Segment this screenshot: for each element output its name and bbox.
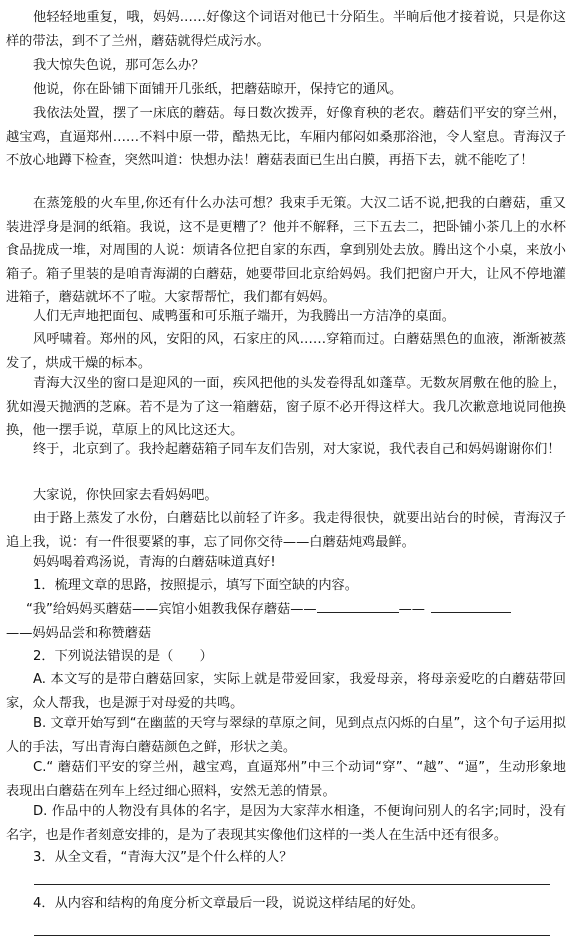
passage-paragraph-4: 我依法处置，摆了一床底的蘑菇。每日数次拨弄，好像育秧的老农。蘑菇们平安的穿兰州，越宝鸡，直逼郑州……不料中原一带，酷热无比，车厢内郁闷如桑那浴池，令人窒息。青海汉子不放心地蹲下检查，突然叫道：快想办法！蘑菇表面已生出白膜，再捂下去，就不能吃了！: [6, 106, 566, 169]
question-3-answer-line[interactable]: [34, 884, 550, 885]
question-1-flow: [6, 598, 566, 622]
question-3-prompt: 3．从全文看，“青海大汉”是个什么样的人？: [33, 850, 293, 865]
question-1-flow-dash: ——: [398, 602, 425, 617]
question-1-blank-2[interactable]: [431, 598, 511, 613]
question-2-option-a: A. 本文写的是带白蘑菇回家，实际上就是带爱回家，我爱母亲，将母亲爱吃的白蘑菇带回家，众人帮我，也是源于对母爱的共鸣。: [6, 672, 566, 711]
passage-paragraph-10: 大家说，你快回家去看妈妈吧。: [33, 488, 218, 503]
passage-paragraph-11: 由于路上蒸发了水份，白蘑菇比以前轻了许多。我走得很快，就要出站台的时候，青海汉子追上我，说：有一件很要紧的事，忘了同你交待——白蘑菇炖鸡最鲜。: [6, 511, 566, 550]
passage-paragraph-8: 青海大汉坐的窗口是迎风的一面，疾风把他的头发卷得乱如蓬草。无数灰屑敷在他的脸上，犹如漫天抛洒的芝麻。若不是为了这一箱蘑菇，窗子原不必开得这样大。我几次歉意地说同他换换，他一摆手说，草原上的风比这还大。: [6, 376, 566, 439]
passage-paragraph-2: 我大惊失色说，那可怎么办？: [33, 58, 205, 73]
question-1-flow-start: “我”给妈妈买蘑菇——宾馆小姐教我保存蘑菇——: [26, 602, 317, 617]
question-4-answer-line[interactable]: [34, 935, 550, 936]
question-1-prompt: 1．梳理文章的思路，按照提示，填写下面空缺的内容。: [33, 578, 358, 593]
passage-paragraph-7: 风呼啸着。郑州的风，安阳的风，石家庄的风……穿箱而过。白蘑菇黑色的血液，渐渐被蒸发了，烘成干燥的标本。: [6, 332, 566, 371]
passage-paragraph-3: 他说，你在卧铺下面铺开几张纸，把蘑菇晾开，保持它的通风。: [33, 82, 403, 97]
passage-paragraph-9: 终于，北京到了。我拎起蘑菇箱子同车友们告别，对大家说，我代表自己和妈妈谢谢你们！: [33, 442, 561, 457]
question-1-blank-1[interactable]: [317, 598, 399, 613]
passage-paragraph-1: 他轻轻地重复，哦，妈妈……好像这个词语对他已十分陌生。半晌后他才接着说，只是你这样的带法，到不了兰州，蘑菇就得烂成污水。: [6, 10, 566, 49]
question-2-option-b: B. 文章开始写到“在幽蓝的天穹与翠绿的草原之间，见到点点闪烁的白星”，这个句子运用拟人的手法，写出青海白蘑菇颜色之鲜，形状之美。: [6, 716, 566, 755]
question-2-prompt: 2．下列说法错误的是（ ）: [33, 649, 213, 664]
question-1-flow-end: ——妈妈品尝和称赞蘑菇: [6, 626, 152, 641]
question-4-prompt: 4．从内容和结构的角度分析文章最后一段，说说这样结尾的好处。: [33, 896, 424, 911]
question-2-option-c: C.“ 蘑菇们平安的穿兰州，越宝鸡，直逼郑州”中三个动词“穿”、“越”、“逼”，生动形象地表现出白蘑菇在列车上经过细心照料，安然无恙的情景。: [6, 760, 566, 799]
passage-paragraph-12: 妈妈喝着鸡汤说，青海的白蘑菇味道真好!: [33, 555, 276, 570]
passage-paragraph-6: 人们无声地把面包、咸鸭蛋和可乐瓶子端开，为我腾出一方洁净的桌面。: [33, 309, 455, 324]
question-2-option-d: D. 作品中的人物没有具体的名字，是因为大家萍水相逢，不便询问别人的名字;同时，没有名字，也是作者刻意安排的，是为了表现其实像他们这样的一类人在生活中还有很多。: [6, 804, 566, 843]
passage-paragraph-5: 在蒸笼般的火车里,你还有什么办法可想？我束手无策。大汉二话不说,把我的白蘑菇，重又装进浮身是洞的纸箱。我说，这不是更糟了？他并不解释，三下五去二，把卧铺小茶几上的水杯食品拢成一堆，对周围的人说：烦请各位把自家的东西，拿到别处去放。腾出这个小桌，来放小箱子。箱子里装的是咱青海湖的白蘑菇，她要带回北京给妈妈。我们把窗户开大，让风不停地灌进箱子，蘑菇就坏不了啦。大家帮帮忙，我们都有妈妈。: [6, 196, 566, 306]
